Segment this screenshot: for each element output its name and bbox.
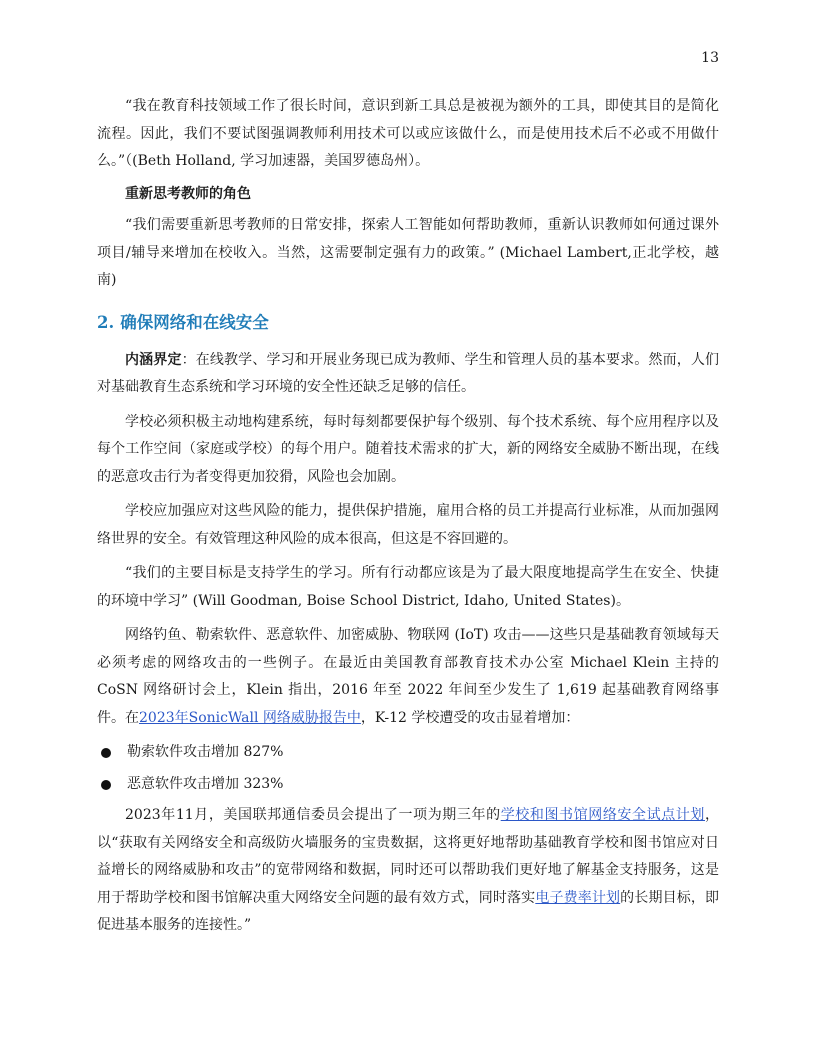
list-item-text: 勒索软件攻击增加 827% (127, 744, 284, 760)
paragraph-fcc-pilot (97, 802, 719, 940)
link-cybersecurity-pilot[interactable]: 学校和图书馆网络安全试点计划 (500, 807, 705, 823)
link-sonicwall-report[interactable]: 2023年SonicWall 网络威胁报告中 (139, 709, 361, 726)
list-item (97, 771, 719, 799)
fcc-text-middle: ，以“获取有关网络安全和高级防火墙服务的宝贵数据，这将更好地帮助基础教育学校和图书馆应对日益增长的网络威胁和攻击”的宽带网络和数据，同时还可以帮助我们更好地了解基金支持服务，这是用于帮助学校和图书馆解决重大网络安全问题的最有效方式，同时落实 (97, 807, 719, 906)
paragraph-risk-capacity: 学校应加强应对这些风险的能力，提供保护措施，雇用合格的员工并提高行业标准，从而加强网络世界的安全。有效管理这种风险的成本很高，但这是不容回避的。 (97, 503, 719, 547)
quote-michael-lambert: “我们需要重新思考教师的日常安排，探索人工智能如何帮助教师，重新认识教师如何通过课外项目/辅导来增加在校收入。当然，这需要制定强有力的政策。” (Michael Lambert,正北学校，越南) (97, 217, 719, 288)
section-number: 2. (97, 312, 115, 332)
fcc-text-before: 2023年11月，美国联邦通信委员会提出了一项为期三年的 (125, 807, 501, 823)
attacks-text-after: ，K-12 学校遭受的攻击显着增加： (360, 709, 580, 726)
section-heading-network-security (97, 309, 719, 337)
definition-text: ：在线教学、学习和开展业务现已成为教师、学生和管理人员的基本要求。然而，人们对基础教育生态系统和学习环境的安全性还缺乏足够的信任。 (97, 351, 720, 395)
page-number: 13 (701, 50, 719, 66)
bullet-icon (101, 780, 111, 790)
quote-will-goodman: “我们的主要目标是支持学生的学习。所有行动都应该是为了最大限度地提高学生在安全、快捷的环境中学习” (Will Goodman, Boise School District, Idaho, United States)。 (97, 565, 719, 609)
definition-lead: 内涵界定 (125, 351, 182, 368)
paragraph-schools-systems: 学校必须积极主动地构建系统，每时每刻都要保护每个级别、每个技术系统、每个应用程序以及每个工作空间（家庭或学校）的每个用户。随着技术需求的扩大，新的网络安全威胁不断出现，在线的恶意攻击行为者变得更加狡猾，风险也会加剧。 (97, 413, 719, 485)
list-item (97, 739, 719, 767)
attack-stats-list (97, 739, 719, 798)
bullet-icon (101, 748, 111, 758)
link-e-rate-program[interactable]: 电子费率计划 (535, 889, 621, 906)
quote-beth-holland: “我在教育科技领域工作了很长时间，意识到新工具总是被视为额外的工具，即使其目的是简化流程。因此，我们不要试图强调教师利用技术可以或应该做什么，而是使用技术后不必或不用做什么。”（(Beth Holland, 学习加速器，美国罗德岛州）。 (97, 98, 719, 169)
paragraph-cyber-attacks (97, 622, 719, 732)
section-title: 确保网络和在线安全 (120, 312, 269, 332)
fcc-text-after: 的长期目标，即促进基本服务的连接性。” (97, 889, 720, 933)
document-body (97, 93, 719, 940)
list-item-text: 恶意软件攻击增加 323% (127, 775, 284, 792)
definition-paragraph (97, 347, 719, 402)
attacks-text: 网络钓鱼、勒索软件、恶意软件、加密威胁、物联网 (IoT) 攻击——这些只是基础教育领域每天必须考虑的网络攻击的一些例子。在最近由美国教育部教育技术办公室 Michael Klein 主持的 CoSN 网络研讨会上，Klein 指出，2016 年至 2022 年间至少发生了 1,619 起基础教育网络事件。在 (97, 627, 719, 726)
subheading-teacher-role: 重新思考教师的角色 (125, 185, 251, 202)
